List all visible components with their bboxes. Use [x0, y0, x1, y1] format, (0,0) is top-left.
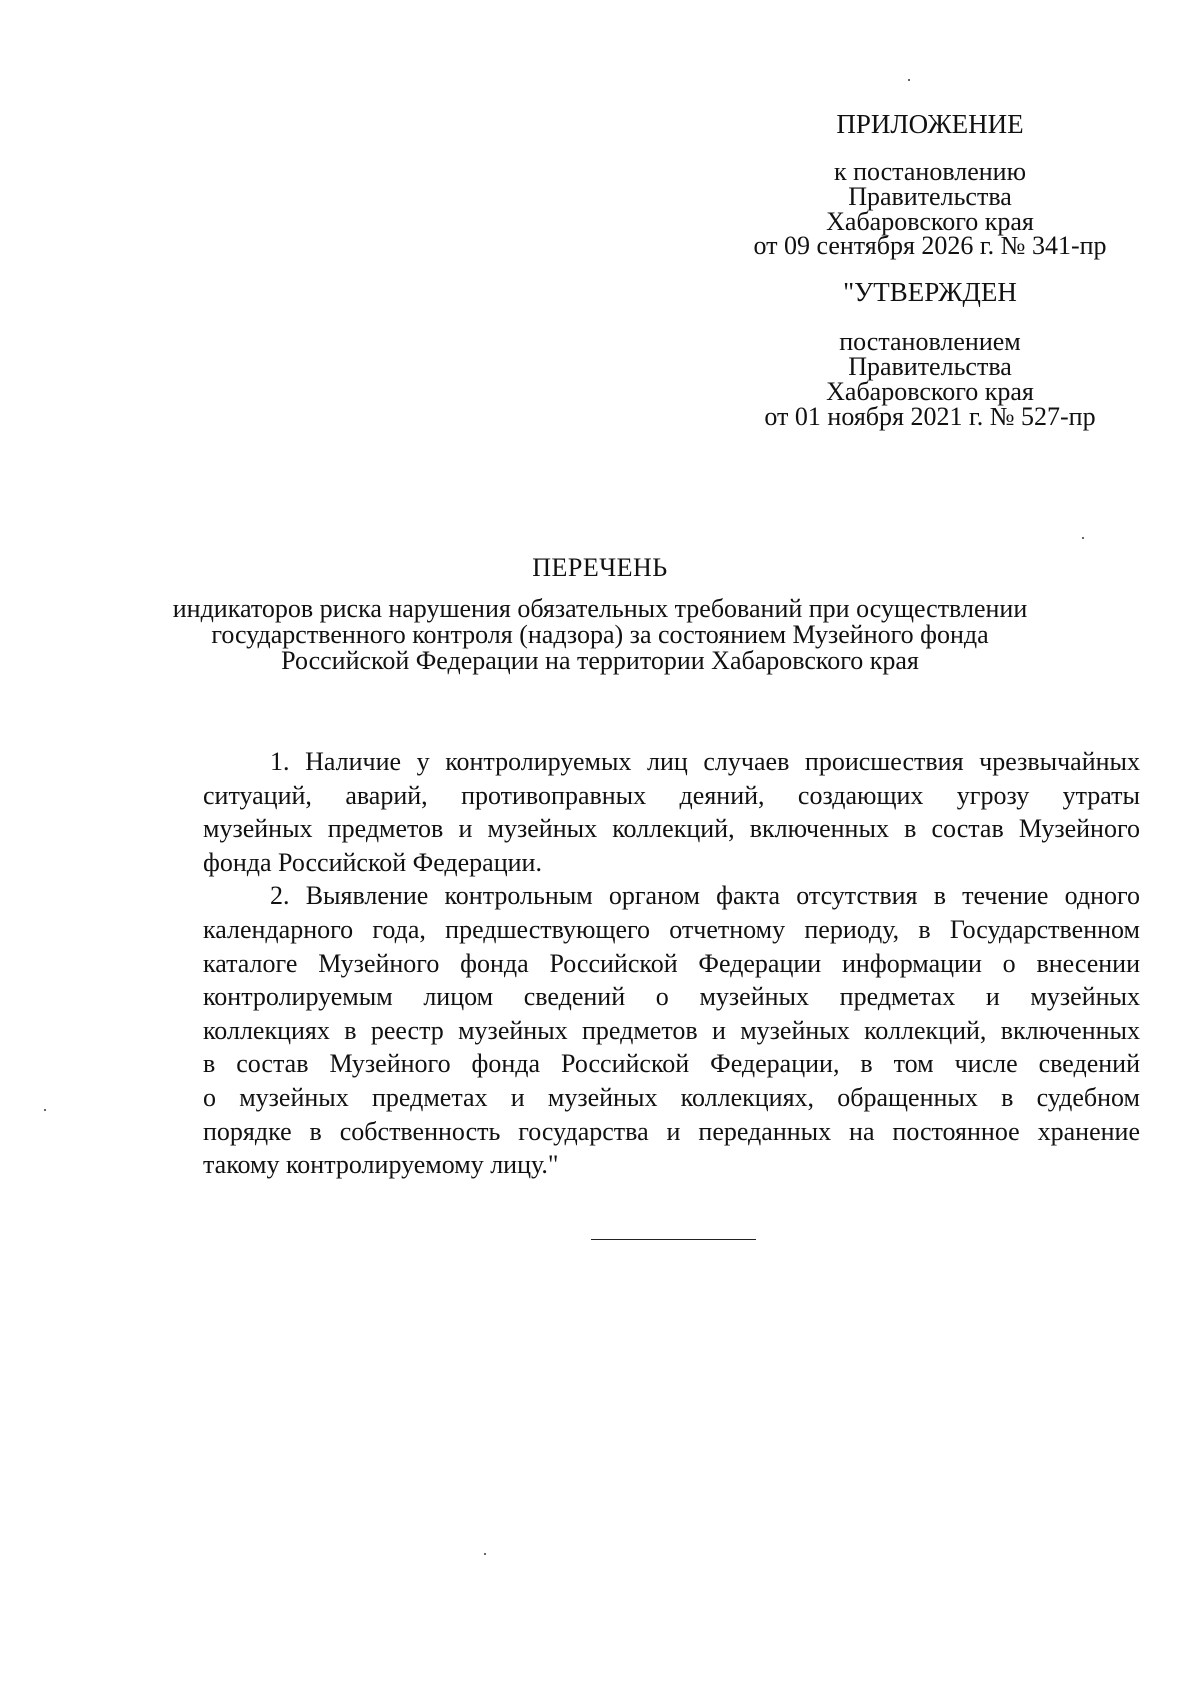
approved-date: от 01 ноября 2021 г. № 527-пр [764, 402, 1096, 431]
scan-speck [44, 1109, 46, 1111]
subtitle-line: государственного контроля (надзора) за состоянием Музейного фонда [211, 620, 989, 649]
annex-ref-line: Правительства [848, 182, 1012, 211]
body-line: коллекциях в реестр музейных предметов и музейных коллекций, включенных [203, 1015, 1140, 1045]
body-line: календарного года, предшествующего отчетному периоду, в Государственном [203, 914, 1140, 944]
scan-speck [484, 1553, 486, 1555]
body-line: о музейных предметах и музейных коллекциях, обращенных в судебном [203, 1082, 1140, 1112]
title-block [150, 553, 1050, 674]
document-title: ПЕРЕЧЕНЬ [532, 553, 668, 582]
document-subtitle [150, 596, 1050, 674]
approved-ref-line: Правительства [848, 352, 1012, 381]
body-line: контролируемым лицом сведений о музейных предметах и музейных [203, 982, 1140, 1012]
body-line: музейных предметов и музейных коллекций, включенных в состав Музейного [203, 814, 1140, 844]
approved-block [730, 277, 1130, 406]
body-line: такому контролируемому лицу." [203, 1150, 559, 1180]
scan-speck [908, 79, 910, 81]
body-line: каталоге Музейного фонда Российской Федерации информации о внесении [203, 948, 1140, 978]
approved-ref-line: Хабаровского края [826, 377, 1034, 406]
approved-heading: "УТВЕРЖДЕН [843, 277, 1017, 307]
scan-speck [1082, 537, 1084, 539]
document-body [203, 745, 1140, 1182]
subtitle-line: индикаторов риска нарушения обязательных требований при осуществлении [172, 594, 1028, 623]
annex-block [730, 109, 1130, 236]
body-line: порядке в собственность государства и переданных на постоянное хранение [203, 1116, 1140, 1146]
list-item [203, 745, 1140, 879]
body-line: 1. Наличие у контролируемых лиц случаев происшествия чрезвычайных [270, 747, 1140, 776]
body-line: 2. Выявление контрольным органом факта отсутствия в течение одного [270, 881, 1140, 911]
annex-date: от 09 сентября 2026 г. № 341-пр [753, 231, 1107, 260]
subtitle-line: Российской Федерации на территории Хабаровского края [281, 646, 919, 675]
list-item [203, 879, 1140, 1181]
annex-heading: ПРИЛОЖЕНИЕ [836, 109, 1024, 139]
approved-date-block [710, 404, 1150, 429]
body-line: ситуаций, аварий, противоправных деяний, создающих угрозу утраты [203, 780, 1140, 810]
body-line: фонда Российской Федерации. [203, 847, 542, 877]
approved-ref-line: постановлением [839, 327, 1021, 356]
annex-ref-line: к постановлению [833, 157, 1027, 186]
end-separator-line [591, 1239, 756, 1240]
annex-date-block [700, 233, 1160, 258]
body-line: в состав Музейного фонда Российской Федерации, в том числе сведений [203, 1049, 1140, 1079]
annex-ref-line: Хабаровского края [826, 207, 1034, 236]
